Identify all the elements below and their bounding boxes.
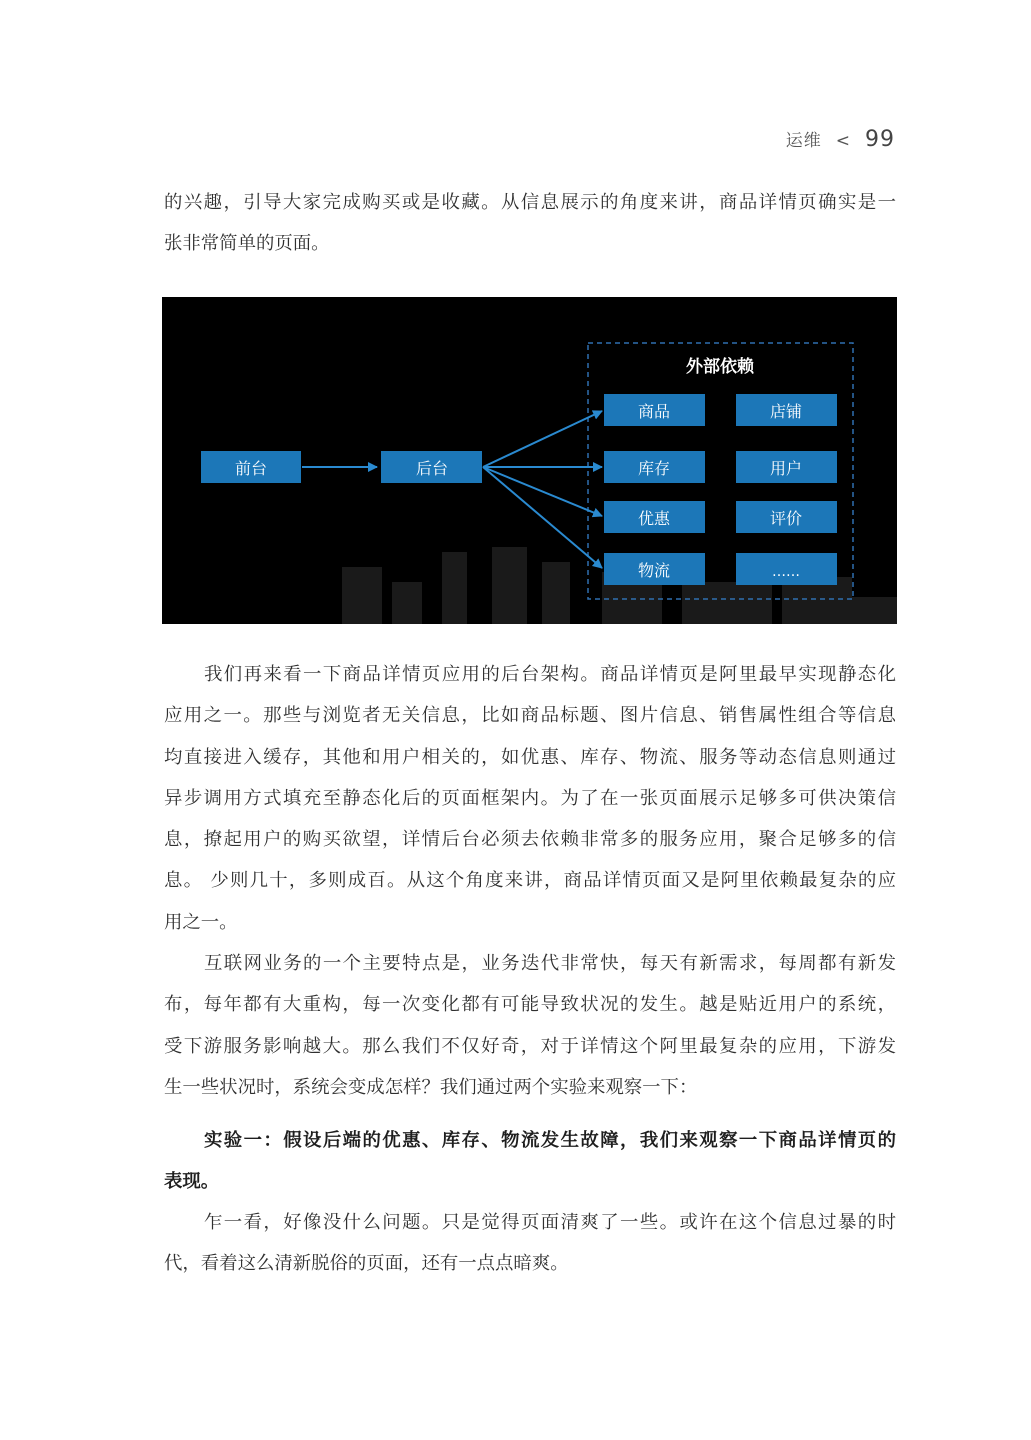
text-line: 互联网业务的一个主要特点是，业务迭代非常快，每天有新需求，每周都有新发 [204, 953, 896, 974]
text-line: 表现。 [164, 1171, 220, 1193]
header-section: 运维 [785, 131, 822, 151]
dep-box-logistics [604, 553, 705, 585]
text-line: 张非常简单的页面。 [164, 233, 330, 255]
dependency-group-title: 外部依赖 [686, 357, 754, 377]
dep-box-shop [736, 394, 837, 426]
backend-label: 后台 [415, 459, 449, 478]
text-line: 我们再来看一下商品详情页应用的后台架构。商品详情页是阿里最早实现静态化 [204, 664, 896, 685]
dep-box-inventory [604, 451, 705, 483]
arrow-to-goods [483, 411, 602, 467]
frontend-label: 前台 [234, 459, 268, 478]
dep-label: 库存 [637, 459, 671, 478]
text-line: 息，撩起用户的购买欲望，详情后台必须去依赖非常多的服务应用，聚合足够多的信 [164, 829, 896, 851]
text-line: 用之一。 [164, 911, 238, 933]
dep-box-discount [604, 501, 705, 533]
dep-label: 用户 [769, 459, 803, 478]
text-line: 生一些状况时，系统会变成怎样？我们通过两个实验来观察一下： [164, 1076, 698, 1098]
backend-box [381, 451, 482, 483]
dep-label: 商品 [637, 402, 671, 421]
text-line: 的兴趣，引导大家完成购买或是收藏。从信息展示的角度来讲，商品详情页确实是一 [164, 192, 896, 213]
arrow-to-discount [483, 467, 602, 516]
dep-label: …… [772, 564, 800, 580]
dep-label: 物流 [637, 561, 671, 580]
dep-box-more [736, 553, 837, 585]
paragraph-observation [164, 1202, 896, 1285]
paragraph-intro [164, 182, 896, 265]
dep-box-review [736, 501, 837, 533]
text-line: 实验一：假设后端的优惠、库存、物流发生故障，我们来观察一下商品详情页的 [204, 1130, 896, 1151]
architecture-diagram [162, 297, 897, 624]
text-line: 均直接进入缓存，其他和用户相关的，如优惠、库存、物流、服务等动态信息则通过 [164, 746, 896, 768]
frontend-box [201, 451, 301, 483]
dep-box-user [736, 451, 837, 483]
text-line: 异步调用方式填充至静态化后的页面框架内。为了在一张页面展示足够多可供决策信 [164, 787, 896, 809]
paragraph-architecture [164, 654, 896, 943]
text-line: 布，每年都有大重构，每一次变化都有可能导致状况的发生。越是贴近用户的系统， [164, 994, 896, 1016]
paragraph-experiment-one [164, 1120, 896, 1203]
dep-label: 评价 [769, 509, 803, 528]
dep-label: 优惠 [637, 509, 671, 528]
text-line: 受下游服务影响越大。那么我们不仅好奇，对于详情这个阿里最复杂的应用，下游发 [164, 1035, 896, 1057]
running-header [786, 126, 895, 152]
text-line: 息。 少则几十，多则成百。从这个角度来讲，商品详情页面又是阿里依赖最复杂的应 [164, 870, 896, 892]
page-number: 99 [865, 127, 895, 152]
diagram-canvas [162, 297, 897, 624]
header-separator: < [835, 131, 851, 151]
dep-label: 店铺 [769, 402, 803, 421]
dep-box-goods [604, 394, 705, 426]
text-line: 乍一看，好像没什么问题。只是觉得页面清爽了一些。或许在这个信息过暴的时 [204, 1212, 896, 1233]
text-line: 应用之一。那些与浏览者无关信息，比如商品标题、图片信息、销售属性组合等信息 [164, 705, 896, 727]
paragraph-internet-business [164, 943, 896, 1108]
text-line: 代，看着这么清新脱俗的页面，还有一点点暗爽。 [164, 1253, 569, 1275]
